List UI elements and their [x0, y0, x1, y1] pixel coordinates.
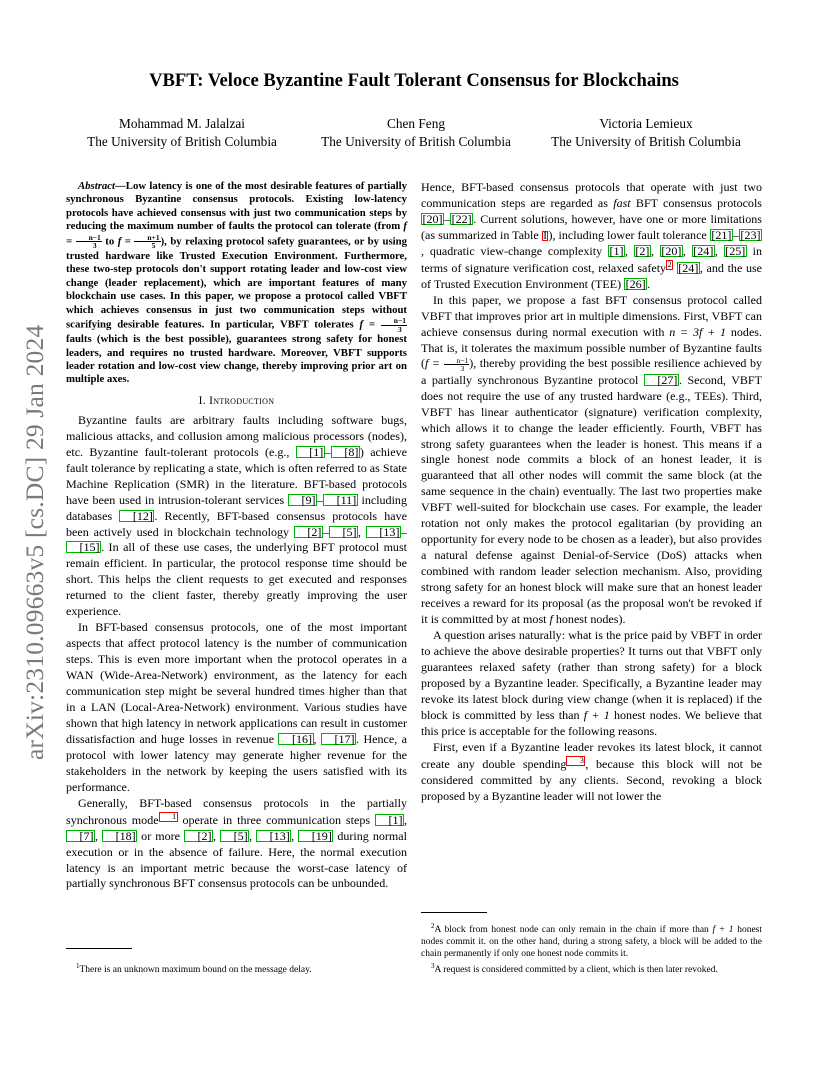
- text-run: ,: [313, 731, 321, 746]
- text-run: Generally, BFT-based consensus protocols in the partially synchronous mode: [66, 795, 407, 827]
- text-run: . Second, VBFT does not require the use of any trusted hardware (e.g., TEEs). Third, VBFT has linear authenticator (signature) verification complexity, which allows it to change the leader efficiently. Fourth, VBFT has strong safety guarantees when the leader is honest. This means if a single honest node commits a block of an honest leader, it is guaranteed that all other nodes will commit the same block (at the same sequence in the chain) eventually. The last two properties make VBFT well-suited for blockchain use cases. For example, the leader rotation not only makes the protocol egalitarian (by providing an opportunity for every node to be chosen as a leader), but also provides a natural defense against Denial-of-Service (DoS) attacks when combined with random leader selection mechanism. Also, providing strong safety for an honest block will make sure that an honest leader receives a reward for its proposal (as the proposal won't be revoked if it is committed by at most: [421, 372, 762, 627]
- fraction: [134, 234, 160, 250]
- text-run: ,: [291, 828, 299, 843]
- text-run: . Recently, BFT-based consensus protocols have been actively used in blockchain technology: [66, 508, 408, 539]
- author-name: Chen Feng: [387, 116, 445, 131]
- citation-link[interactable]: [21]: [711, 227, 732, 242]
- paragraph: [66, 620, 407, 795]
- text-run: –: [400, 524, 407, 539]
- fraction-numerator: n−1: [76, 234, 102, 243]
- text-run: ,: [625, 243, 634, 258]
- text-run: First, even if a Byzantine leader revokes its latest block, it cannot create any double spending: [421, 739, 762, 771]
- citation-link[interactable]: [24]: [678, 260, 699, 275]
- math-inline: f =: [359, 318, 381, 331]
- paragraph: [421, 293, 762, 628]
- text-run: , and the use of Trusted Execution Environment (TEE): [421, 260, 763, 291]
- abstract-text: faults (which is the best possible), guarantees strong safety for honest leaders, and requires no trusted hardware. Moreover, VBFT supports leader rotation and low-cost view change, thereby improving prior art on multiple axes.: [66, 333, 407, 386]
- paragraph: [66, 796, 407, 893]
- footnote-number: 2: [431, 922, 435, 930]
- footnote-number: 3: [431, 962, 435, 971]
- footnotes-left: [66, 960, 407, 976]
- section-heading: I. Introduction: [198, 394, 275, 407]
- text-run: ), thereby providing the best possible resilience achieved by a partially synchronous Byzantine protocol: [421, 356, 763, 387]
- abstract-text: ), by relaxing protocol safety guarantees, or by using trusted hardware like Trusted Execution Environment. Furthermore, these two-step protocols don't support rotating leader and low-cost view change (leader replacement), which are important features of many blockchain use cases. In this paper, we propose a protocol called VBFT which achieves consensus in just two communication steps without scarifying desirable features. In particular, VBFT tolerates: [66, 235, 407, 331]
- footnote-divider: [421, 912, 487, 913]
- math-inline: f + 1: [712, 925, 734, 936]
- footnote: [421, 960, 762, 976]
- right-column: [421, 180, 762, 804]
- paragraph: [421, 628, 762, 740]
- text-run: honest nodes).: [552, 612, 626, 627]
- text-run: Hence, BFT-based consensus protocols that operate with just two communication steps are regarded as: [421, 180, 762, 210]
- footnote-ref[interactable]: 2: [667, 259, 672, 269]
- text-run: during normal execution or in the absence of failure. Here, the normal execution latency is an important metric because the worst-case latency of partially synchronous BFT consensus protocols can be unbounded.: [66, 828, 407, 891]
- citation-link[interactable]: [19]: [298, 830, 333, 842]
- footnote: [421, 920, 762, 960]
- fraction-denominator: 5: [151, 241, 156, 251]
- text-run: including databases: [66, 492, 407, 523]
- paragraph: [66, 413, 407, 620]
- citation-link[interactable]: [9]: [288, 494, 317, 506]
- footnote-number: 1: [76, 962, 80, 970]
- abstract-label: Abstract: [78, 180, 116, 192]
- citation-link[interactable]: [2]: [184, 830, 213, 842]
- text-run: ), including lower fault tolerance: [548, 227, 710, 242]
- footnote-ref[interactable]: 3: [566, 756, 585, 766]
- text-run: In this paper, we propose a fast BFT consensus protocol called VBFT that improves prior art in multiple dimensions. First, VBFT can achieve consensus during normal execution with: [421, 292, 762, 339]
- fraction: [381, 317, 407, 333]
- author-affiliation: The University of British Columbia: [551, 134, 741, 149]
- text-run: ,: [682, 243, 692, 258]
- text-run: nodes. That is, it tolerates the maximum possible number of Byzantine faults (: [421, 324, 762, 371]
- text-run: honest nodes. We believe that this price is acceptable for the following reasons.: [421, 707, 762, 738]
- citation-link[interactable]: [5]: [220, 830, 249, 842]
- citation-link[interactable]: [20]: [661, 243, 682, 258]
- left-column: [66, 180, 407, 892]
- text-run: ,: [650, 243, 660, 258]
- text-run: .: [647, 276, 651, 291]
- text-run: ,: [95, 828, 103, 843]
- citation-link[interactable]: [8]: [331, 446, 360, 458]
- math-inline: n = 3f + 1: [669, 324, 727, 339]
- text-run: in terms of signature verification cost, relaxed safety: [421, 243, 763, 275]
- author-2: [296, 115, 536, 151]
- fraction-numerator: n+1: [134, 234, 160, 243]
- text-run: ,: [714, 243, 724, 258]
- citation-link[interactable]: [1]: [609, 243, 624, 258]
- citation-link[interactable]: [26]: [625, 276, 646, 291]
- footnote-text: There is an unknown maximum bound on the message delay.: [79, 965, 312, 976]
- citation-link[interactable]: [24]: [693, 243, 714, 258]
- abstract-text: to: [101, 235, 118, 248]
- citation-link[interactable]: [13]: [366, 526, 401, 538]
- arxiv-identifier-stamp: arXiv:2310.09663v5 [cs.DC] 29 Jan 2024: [20, 324, 49, 760]
- math-inline: f =: [66, 220, 407, 248]
- footnote-ref[interactable]: 1: [159, 812, 178, 822]
- text-run: ,: [403, 812, 407, 827]
- emphasis: fast: [613, 195, 631, 210]
- footnote-divider: [66, 948, 132, 949]
- author-1: [62, 115, 302, 151]
- fraction: [444, 357, 470, 373]
- author-affiliation: The University of British Columbia: [321, 134, 511, 149]
- text-run: In BFT-based consensus protocols, one of the most important aspects that affect protocol latency is the number of communication steps. This is even more important when the protocol operates in a WAN (Wide-Area-Network) environment, as the latency for each communication step might be several hundred times higher than that in a LAN (Local-Area-Network) environment. Various studies have shown that high latency in network applications can result in customer dissatisfaction and huge losses in revenue: [66, 620, 407, 746]
- fraction-numerator: n−1: [381, 317, 407, 326]
- citation-link[interactable]: [25]: [725, 243, 746, 258]
- citation-link[interactable]: [20]: [422, 211, 443, 226]
- citation-link[interactable]: [2]: [635, 243, 650, 258]
- citation-link[interactable]: [5]: [329, 526, 358, 538]
- text-run: ) achieve fault tolerance by replicating a state, which is often referred to as State Machine Replication (SMR) in the literature. BFT-based protocols have been used in intrusion-tolerant services: [66, 444, 407, 507]
- footnote-text: A request is considered committed by a client, which is then later revoked.: [434, 965, 718, 976]
- footnote-text: A block from honest node can only remain in the chain if more than: [434, 925, 713, 936]
- footnote-text: honest nodes commit it. on the other hand, during a strong safety, a block will be added to the chain permanently if only one honest node commits it.: [421, 925, 762, 960]
- paragraph: [421, 740, 762, 805]
- author-name: Mohammad M. Jalalzai: [119, 116, 245, 131]
- citation-link[interactable]: [22]: [451, 211, 472, 226]
- math-inline: f + 1: [583, 707, 610, 722]
- text-run: , quadratic view-change complexity: [421, 243, 608, 258]
- footnote: [66, 960, 407, 976]
- math-inline: f: [549, 612, 553, 627]
- text-run: . Current solutions, however, have one or more limitations (as summarized in Table: [421, 211, 762, 242]
- text-run: –: [322, 524, 329, 539]
- text-run: Byzantine faults are arbitrary faults including software bugs, malicious attacks, and collusion among malicious processors (nodes), etc. Byzantine fault-tolerant protocols (e.g.,: [66, 412, 407, 459]
- text-run: , because this block will not be considered committed by any clients. Second, revoking a block proposed by a Byzantine leader will not lower the: [421, 756, 762, 803]
- fraction-denominator: 3: [398, 324, 402, 334]
- text-run: . Hence, a protocol with lower latency may generate higher revenue for the stakeholders in the network by keeping the users satisfied with its performance.: [66, 731, 407, 794]
- abstract-text: —Low latency is one of the most desirable features of partially synchronous Byzantine consensus protocols. Existing low-latency protocols have achieved consensus with just two communication steps by reducing the maximum number of faults the protocol can tolerate (from: [66, 180, 407, 233]
- citation-link[interactable]: [2]: [294, 526, 323, 538]
- author-name: Victoria Lemieux: [599, 116, 693, 131]
- text-run: BFT consensus protocols: [630, 195, 762, 210]
- text-run: ,: [249, 828, 257, 843]
- paragraph: [421, 180, 762, 293]
- citation-link[interactable]: [18]: [102, 830, 137, 842]
- citation-link[interactable]: [17]: [321, 733, 356, 745]
- text-run: ,: [213, 828, 221, 843]
- citation-link[interactable]: [16]: [278, 733, 313, 745]
- fraction-numerator: n−1: [444, 357, 470, 366]
- text-run: –: [732, 227, 739, 242]
- fraction-denominator: 3: [92, 241, 97, 251]
- citation-link[interactable]: [1]: [375, 814, 404, 826]
- text-run: A question arises naturally: what is the price paid by VBFT in order to achieve the above desirable properties? It turns out that VBFT only guarantees relaxed safety (rather than strong safety) for a block proposed by a Byzantine leader. Specifically, a Byzantine leader may revoke its latest block during view change (when it is replaced) if the block is committed by less than: [421, 627, 762, 722]
- citation-link[interactable]: [12]: [119, 510, 154, 522]
- table-ref[interactable]: I: [543, 229, 547, 242]
- text-run: ,: [358, 524, 366, 539]
- text-run: . In all of these use cases, the underlying BFT protocol must remain efficient. In particular, the protocol response time should be short. This helps the client requests to get executed and responses returned to the client faster, thereby greatly improving the user experience.: [66, 540, 407, 619]
- citation-link[interactable]: [23]: [740, 227, 761, 242]
- author-3: [526, 115, 766, 151]
- text-run: –: [317, 492, 324, 507]
- author-affiliation: The University of British Columbia: [87, 134, 277, 149]
- text-run: –: [444, 211, 451, 226]
- text-run: –: [324, 444, 331, 459]
- citation-link[interactable]: [7]: [66, 830, 95, 842]
- citation-link[interactable]: [13]: [256, 830, 291, 842]
- citation-link[interactable]: [1]: [296, 446, 325, 458]
- text-run: operate in three communication steps: [177, 812, 375, 827]
- text-run: or more: [137, 828, 184, 843]
- math-inline: f =: [425, 356, 444, 371]
- citation-link[interactable]: [27]: [644, 374, 679, 386]
- fraction: [76, 234, 102, 250]
- citation-link[interactable]: [11]: [323, 494, 358, 506]
- abstract: [66, 180, 407, 387]
- paper-title: VBFT: Veloce Byzantine Fault Tolerant Consensus for Blockchains: [149, 70, 679, 91]
- math-inline: f =: [117, 235, 135, 248]
- footnotes-right: [421, 920, 762, 976]
- citation-link[interactable]: [15]: [66, 541, 101, 553]
- fraction-denominator: 3: [460, 364, 465, 374]
